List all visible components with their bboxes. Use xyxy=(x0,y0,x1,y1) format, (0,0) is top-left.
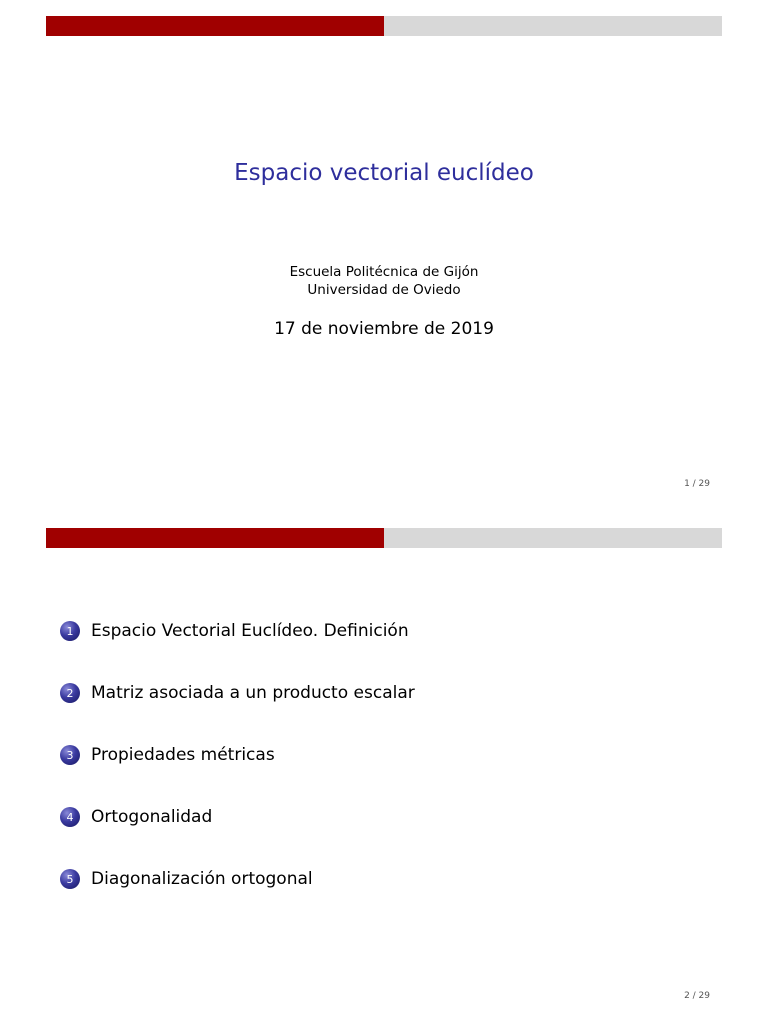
toc-item-label: Ortogonalidad xyxy=(91,807,213,827)
toc-number-ball-icon: 3 xyxy=(60,745,80,765)
toc-item-label: Propiedades métricas xyxy=(91,745,275,765)
toc-item-label: Matriz asociada a un producto escalar xyxy=(91,683,415,703)
toc-item[interactable] xyxy=(60,681,415,705)
toc-number-ball-icon: 1 xyxy=(60,621,80,641)
presentation-date: 17 de noviembre de 2019 xyxy=(274,319,494,339)
progress-bar-filled xyxy=(46,528,384,548)
toc-item-label: Diagonalización ortogonal xyxy=(91,869,313,889)
toc-item-label: Espacio Vectorial Euclídeo. Definición xyxy=(91,621,409,641)
table-of-contents xyxy=(60,619,415,929)
toc-item[interactable] xyxy=(60,805,415,829)
toc-item[interactable] xyxy=(60,867,415,891)
page-number: 1 / 29 xyxy=(684,479,710,489)
toc-item[interactable] xyxy=(60,619,415,643)
institute-line-university: Universidad de Oviedo xyxy=(307,282,461,298)
institute-block xyxy=(0,263,768,299)
toc-number-ball-icon: 2 xyxy=(60,683,80,703)
presentation-title: Espacio vectorial euclídeo xyxy=(234,160,534,186)
page-number: 2 / 29 xyxy=(684,991,710,1001)
progress-bar-remaining xyxy=(384,16,722,36)
progress-bar xyxy=(46,528,722,548)
progress-bar-filled xyxy=(46,16,384,36)
toc-item[interactable] xyxy=(60,743,415,767)
progress-bar-remaining xyxy=(384,528,722,548)
institute-line-school: Escuela Politécnica de Gijón xyxy=(289,264,479,280)
progress-bar xyxy=(46,16,722,36)
outline-slide xyxy=(0,512,768,1024)
toc-number-ball-icon: 5 xyxy=(60,869,80,889)
toc-number-ball-icon: 4 xyxy=(60,807,80,827)
